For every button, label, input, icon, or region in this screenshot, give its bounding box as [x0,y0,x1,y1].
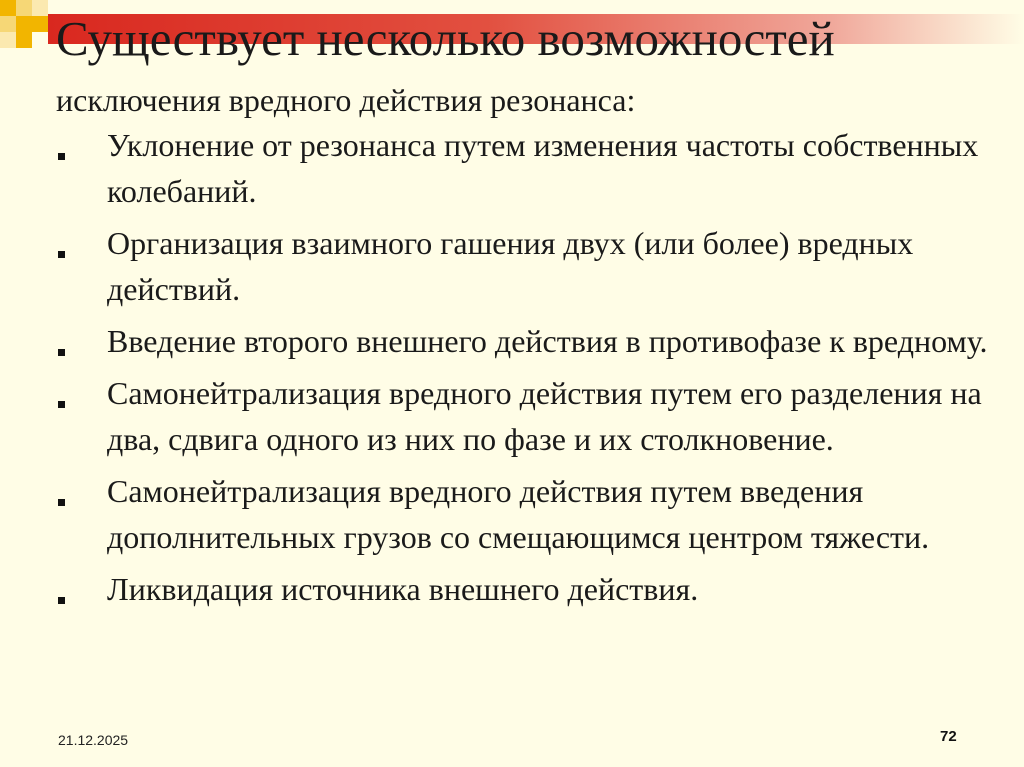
bullet-text: Организация взаимного гашения двух (или более) вредных действий. [107,225,914,307]
bullet-list [56,122,1016,618]
bullet-text: Самонейтрализация вредного действия путем его разделения на два, сдвига одного из них по фазе и их столкновение. [107,375,982,457]
bullet-item [56,122,1016,214]
bullet-item [56,370,1016,462]
bullet-marker-icon [58,597,65,604]
bullet-item [56,566,1016,612]
page-number: 72 [940,728,957,745]
bullet-text: Введение второго внешнего действия в противофазе к вредному. [107,323,988,359]
slide-title: Существует несколько возможностей [56,11,835,66]
decorative-square [0,0,16,16]
decorative-square [0,32,16,48]
bullet-marker-icon [58,349,65,356]
decorative-square [32,0,48,16]
bullet-marker-icon [58,499,65,506]
decorative-square [32,16,48,32]
bullet-item [56,468,1016,560]
bullet-item [56,220,1016,312]
bullet-text: Уклонение от резонанса путем изменения частоты собственных колебаний. [107,127,979,209]
footer-date: 21.12.2025 [58,732,129,748]
slide-subtitle: исключения вредного действия резонанса: [56,82,636,118]
bullet-text: Ликвидация источника внешнего действия. [107,571,699,607]
bullet-text: Самонейтрализация вредного действия путем введения дополнительных грузов со смещающимся центром тяжести. [107,473,930,555]
bullet-marker-icon [58,153,65,160]
decorative-square [16,32,32,48]
bullet-marker-icon [58,401,65,408]
decorative-square [16,0,32,16]
decorative-square [0,16,16,32]
bullet-marker-icon [58,251,65,258]
bullet-item [56,318,1016,364]
decorative-square [16,16,32,32]
